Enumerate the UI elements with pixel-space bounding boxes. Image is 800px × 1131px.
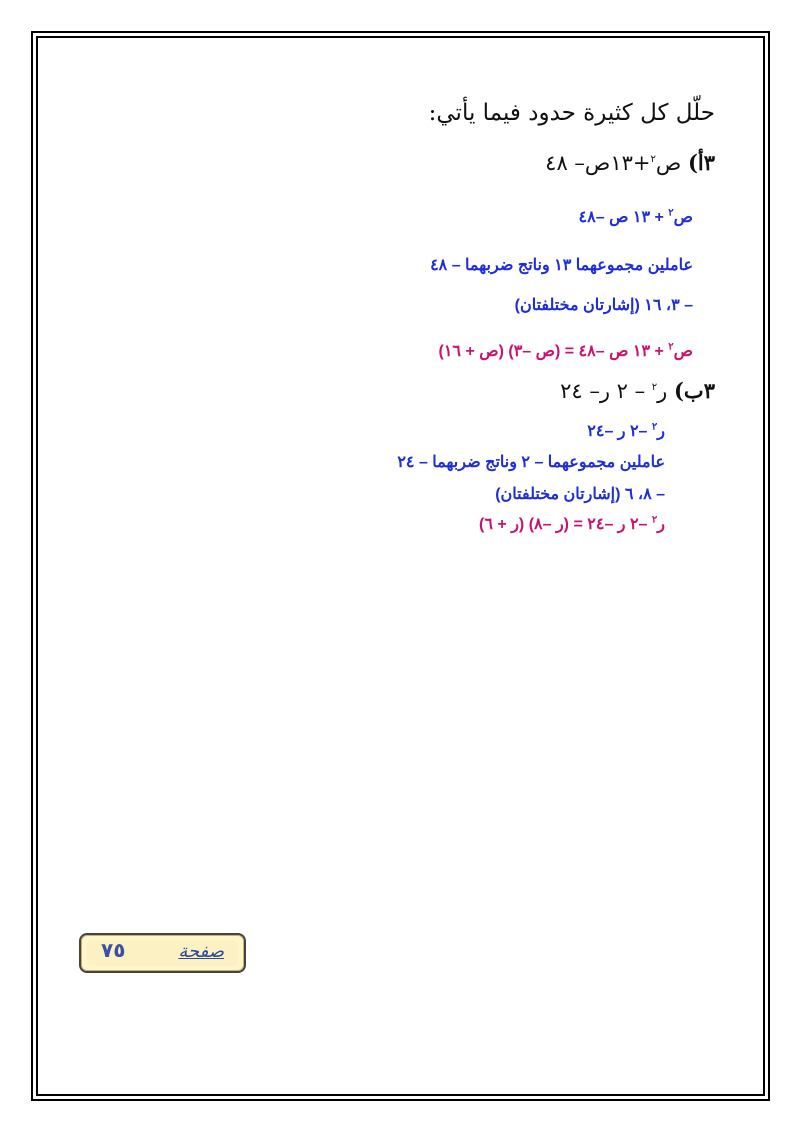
- step-exponent: ٢: [651, 421, 658, 433]
- answer-base: ر: [657, 516, 665, 533]
- solution-step: – ٨، ٦ (إشارتان مختلفتان): [495, 486, 665, 503]
- problem-expression-base: ص: [655, 151, 682, 175]
- step-exponent: ٢: [668, 207, 674, 219]
- solution-step: عاملين مجموعهما ١٣ وناتج ضربهما – ٤٨: [430, 257, 693, 274]
- answer-base: ص: [673, 343, 693, 360]
- problem-3a: [545, 150, 715, 175]
- solution-answer: [479, 514, 665, 534]
- problem-expression-rest: – ٢ ر– ٢٤: [560, 379, 652, 403]
- answer-rest: + ١٣ ص –٤٨ = (ص –٣) (ص + ١٦): [438, 343, 669, 360]
- step-rest: + ١٣ ص –٤٨: [578, 209, 669, 226]
- solution-step: – ٣، ١٦ (إشارتان مختلفتان): [514, 297, 693, 314]
- problem-number: ٣أ): [687, 150, 715, 175]
- problem-expression-rest: +١٣ص– ٤٨: [545, 151, 651, 175]
- page-label: صفحة: [178, 941, 224, 962]
- problem-3b: [560, 378, 715, 403]
- answer-exponent: ٢: [668, 341, 674, 353]
- instruction-heading: حلّل كل كثيرة حدود فيما يأتي:: [428, 100, 715, 126]
- problem-expression-base: ر: [657, 379, 668, 403]
- step-rest: –٢ ر –٢٤: [587, 423, 652, 440]
- answer-rest: –٢ ر –٢٤ = (ر –٨) (ر + ٦): [479, 516, 652, 533]
- problem-number: ٣ب): [674, 378, 715, 403]
- problem-expression-exponent: ٢: [650, 154, 656, 165]
- step-base: ر: [657, 423, 665, 440]
- problem-expression-exponent: ٢: [651, 382, 658, 393]
- page-number: ٧٥: [101, 938, 126, 962]
- page-number-badge: [79, 933, 246, 973]
- solution-step: [587, 421, 665, 441]
- solution-answer: [438, 341, 693, 361]
- answer-exponent: ٢: [651, 514, 658, 526]
- solution-step: [579, 207, 693, 227]
- step-base: ص: [673, 209, 693, 226]
- solution-step: عاملين مجموعهما – ٢ وناتج ضربهما – ٢٤: [397, 454, 665, 471]
